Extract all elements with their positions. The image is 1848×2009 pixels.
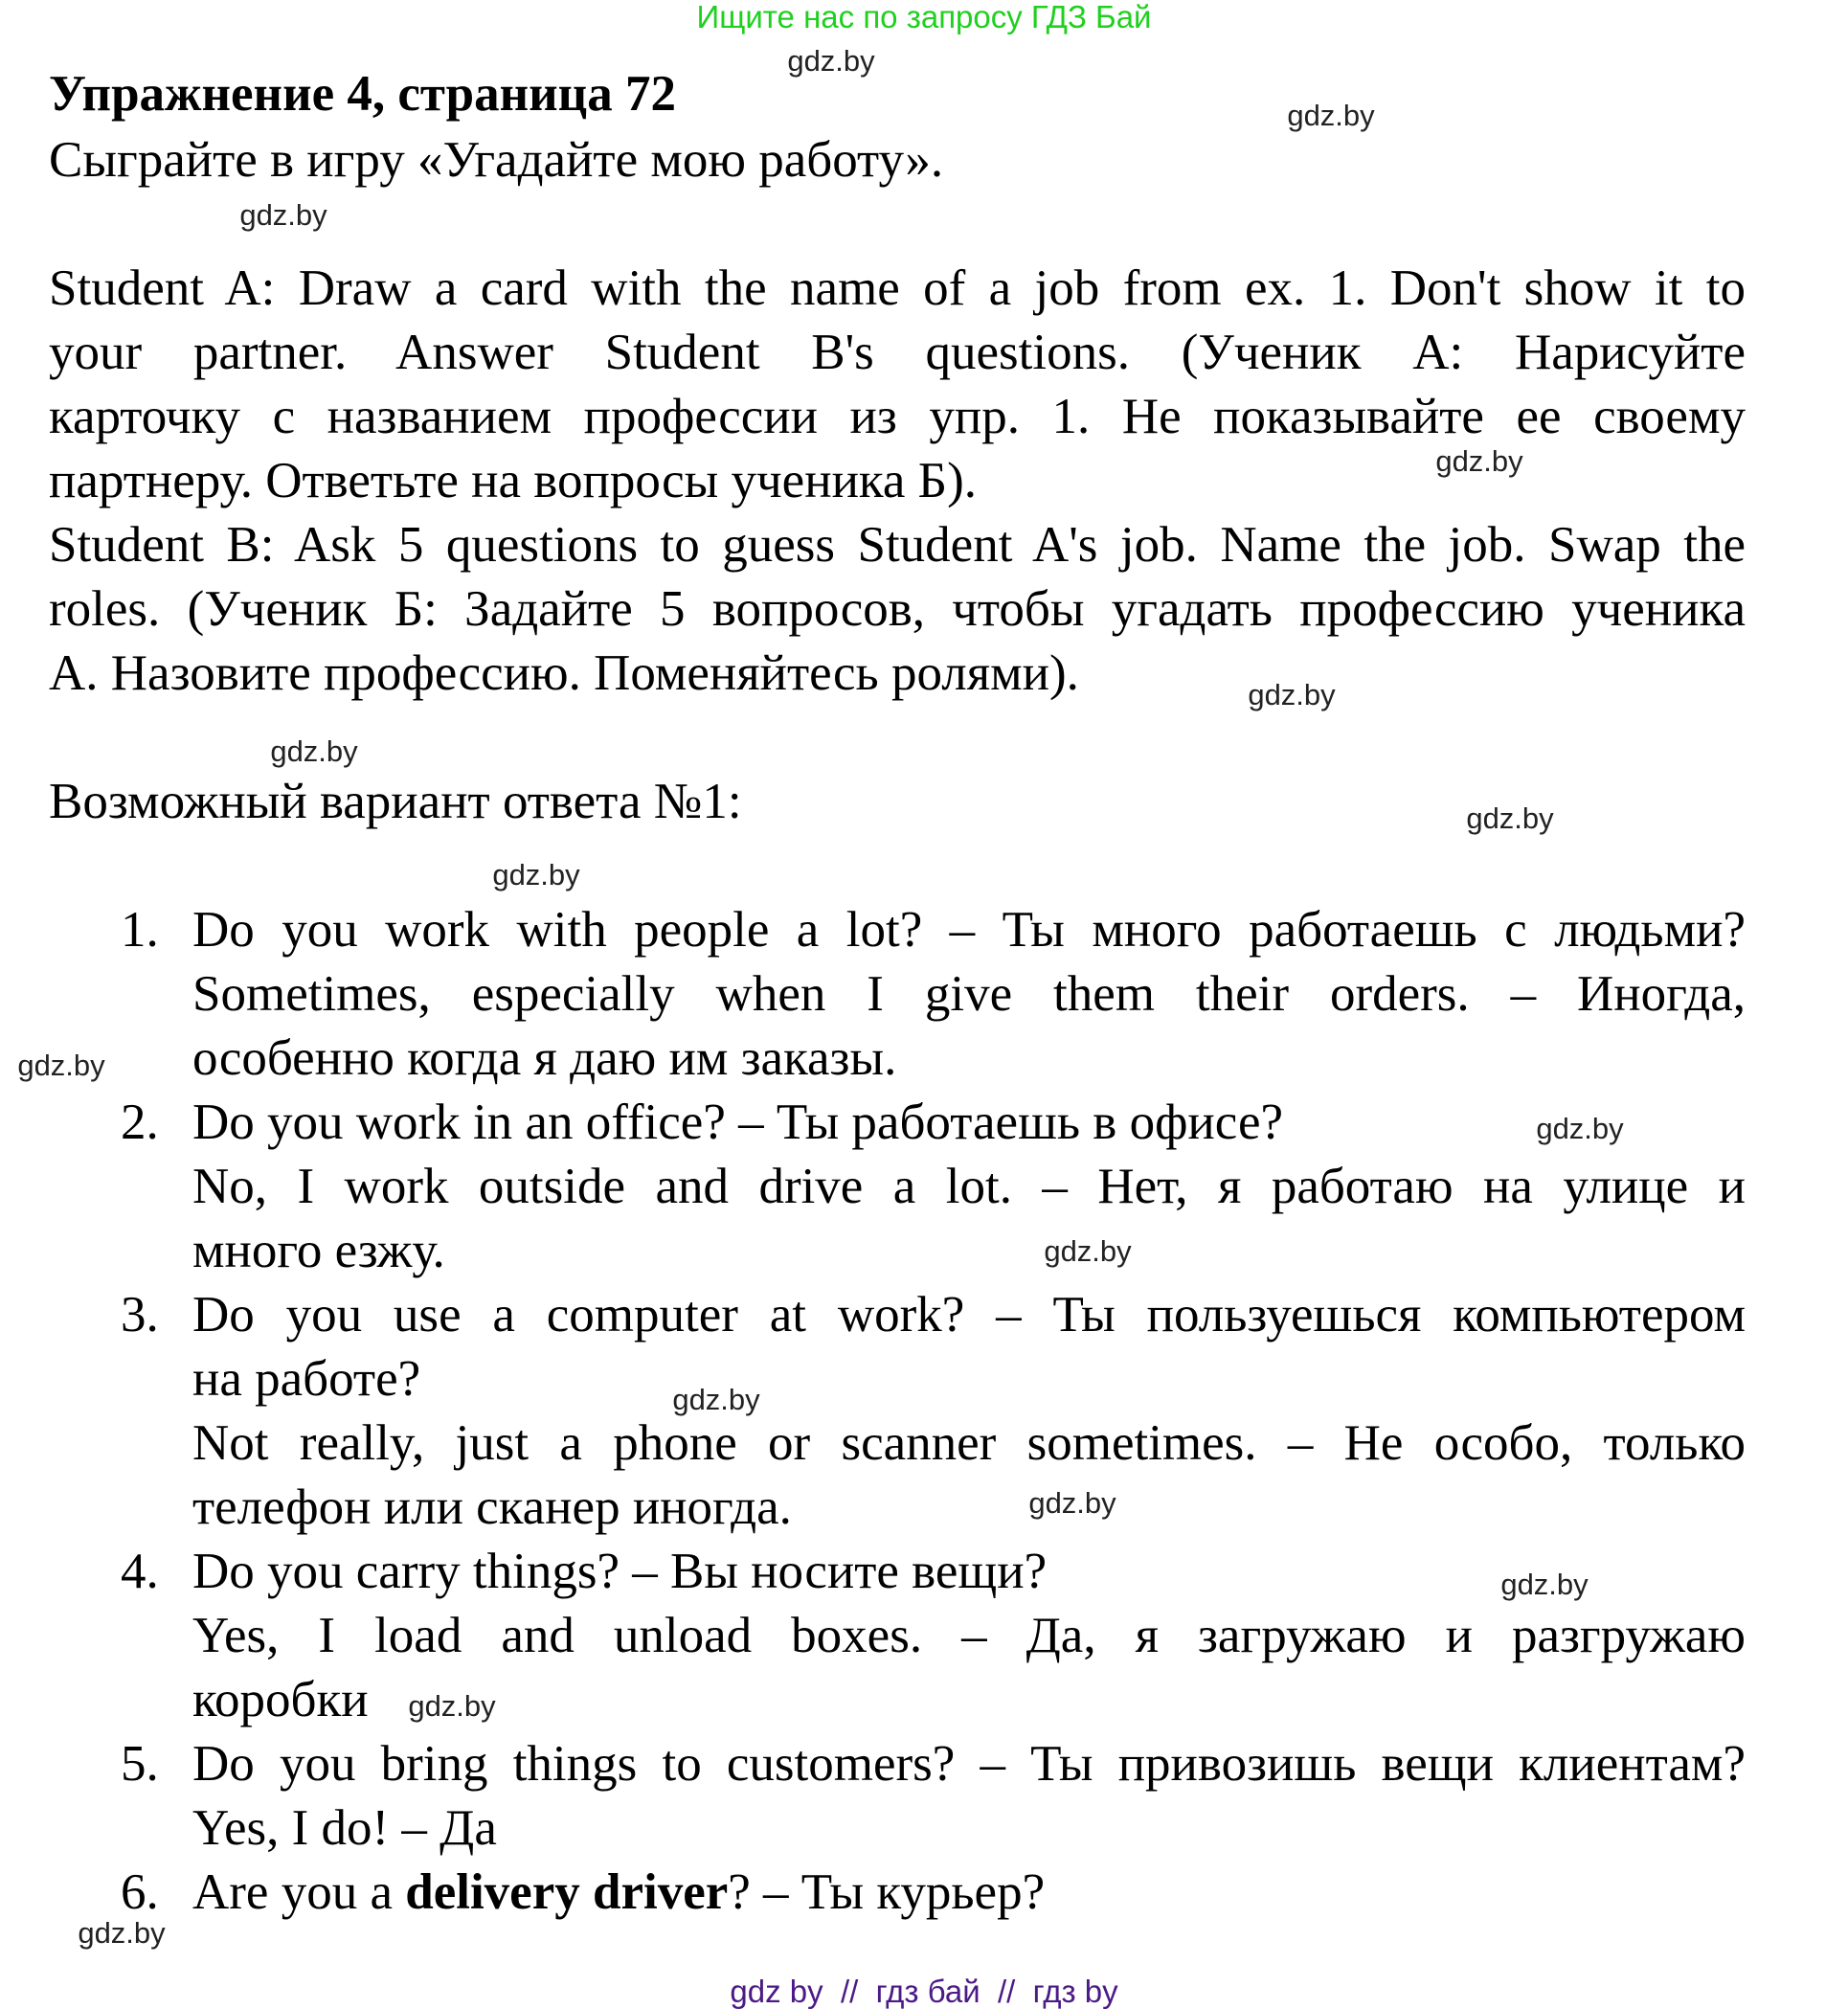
instruction-line: партнеру. Ответьте на вопросы ученика Б). [49, 453, 977, 508]
watermark: gdz.by [1248, 678, 1336, 711]
watermark: gdz.by [1044, 1234, 1132, 1268]
answer-line [192, 1861, 1045, 1925]
answer-line: на работе? [192, 1351, 421, 1407]
watermark: gdz.by [1287, 99, 1375, 132]
answer-line: Sometimes, especially when I give them their orders. – Иногда, [192, 966, 1746, 1022]
instruction-line: карточку с названием профессии из упр. 1. Не показывайте ее своему [49, 389, 1746, 444]
answer-number: 1. [121, 902, 159, 958]
instruction-line: А. Назовите профессию. Поменяйтесь ролями). [49, 645, 1079, 701]
answer-line: Yes, I do! – Да [192, 1800, 497, 1856]
instruction-line: Student A: Draw a card with the name of a job from ex. 1. Don't show it to [49, 260, 1746, 316]
answer-number: 4. [121, 1544, 159, 1599]
answer-number: 6. [121, 1864, 159, 1920]
answer-line: много езжу. [192, 1223, 445, 1278]
watermark: gdz.by [78, 1916, 166, 1950]
answer-line: особенно когда я даю им заказы. [192, 1030, 897, 1086]
watermark: gdz.by [270, 734, 358, 768]
answer-line: Do you work in an office? – Ты работаешь в офисе? [192, 1095, 1284, 1150]
watermark: gdz.by [1536, 1112, 1624, 1145]
answer-line: Do you bring things to customers? – Ты привозишь вещи клиентам? [192, 1736, 1746, 1792]
watermark: gdz.by [408, 1689, 496, 1723]
page-title: Упражнение 4, страница 72 [49, 66, 676, 122]
variant-heading: Возможный вариант ответа №1: [49, 774, 742, 829]
watermark: gdz.by [787, 44, 875, 78]
watermark: gdz.by [672, 1383, 760, 1416]
instruction-line: your partner. Answer Student B's questions. (Ученик А: Нарисуйте [49, 325, 1746, 380]
answer-line: Yes, I load and unload boxes. – Да, я загружаю и разгружаю [192, 1608, 1746, 1663]
answer-text: Are you a [192, 1864, 406, 1920]
answer-number: 3. [121, 1287, 159, 1343]
answer-bold-text: delivery driver [405, 1864, 729, 1920]
answer-number: 5. [121, 1736, 159, 1792]
answer-line: Do you use a computer at work? – Ты пользуешься компьютером [192, 1287, 1746, 1343]
watermark: gdz.by [17, 1049, 105, 1082]
watermark: gdz.by [239, 198, 327, 232]
search-hint-banner: Ищите нас по запросу ГДЗ Бай [696, 0, 1152, 34]
watermark: gdz.by [492, 858, 580, 892]
instruction-line: roles. (Ученик Б: Задайте 5 вопросов, чтобы угадать профессию ученика [49, 581, 1746, 637]
instruction-line: Student B: Ask 5 questions to guess Student A's job. Name the job. Swap the [49, 517, 1746, 573]
answer-line: Not really, just a phone or scanner sometimes. – Не особо, только [192, 1415, 1746, 1471]
task-subtitle: Сыграйте в игру «Угадайте мою работу». [49, 132, 944, 188]
answer-text: ? – Ты курьер? [728, 1864, 1046, 1920]
footer-links: gdz by // гдз бай // гдз by [730, 1974, 1118, 2009]
answer-number: 2. [121, 1095, 159, 1150]
answer-line: Do you work with people a lot? – Ты много работаешь с людьми? [192, 902, 1746, 958]
answer-line: Do you carry things? – Вы носите вещи? [192, 1544, 1048, 1599]
answer-line: телефон или сканер иногда. [192, 1479, 792, 1535]
answer-line: коробки [192, 1672, 369, 1727]
watermark: gdz.by [1466, 801, 1554, 835]
answer-line: No, I work outside and drive a lot. – Нет, я работаю на улице и [192, 1159, 1746, 1214]
watermark: gdz.by [1435, 444, 1523, 478]
watermark: gdz.by [1500, 1568, 1589, 1601]
watermark: gdz.by [1028, 1486, 1116, 1520]
